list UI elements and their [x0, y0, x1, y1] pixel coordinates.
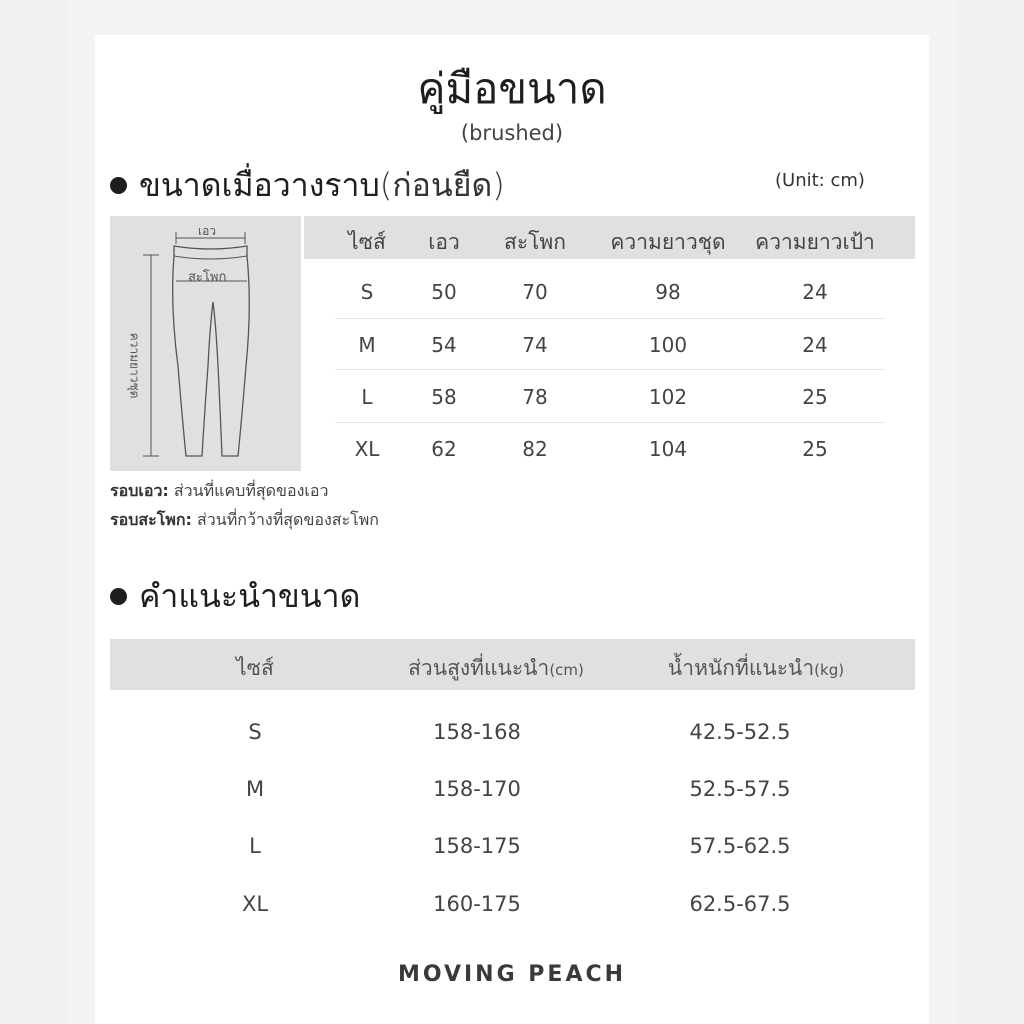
cell-size: XL [354, 437, 380, 461]
cell-waist: 50 [431, 280, 457, 304]
row-divider [335, 318, 885, 319]
brand-logo: MOVING PEACH [397, 962, 627, 987]
cell-length: 98 [655, 280, 681, 304]
unit-note: (Unit: cm) [775, 170, 865, 191]
col-label: ไซส์ [236, 656, 274, 680]
col-size: ไซส์ [348, 230, 386, 254]
table-row [304, 333, 915, 385]
cell-length: 100 [648, 333, 688, 357]
cell-height: 158-168 [433, 720, 521, 744]
col-unit: (kg) [814, 661, 845, 679]
col-rise: ความยาวเป้า [755, 230, 875, 254]
cell-weight: 57.5-62.5 [689, 834, 791, 858]
note-text: ส่วนที่กว้างที่สุดของสะโพก [191, 510, 379, 529]
cell-length: 104 [648, 437, 688, 461]
cell-waist: 62 [431, 437, 457, 461]
page-title: คู่มือขนาด [417, 64, 607, 113]
col-height [408, 652, 584, 685]
col-label: น้ำหนักที่แนะนำ [667, 656, 815, 680]
col-waist: เอว [428, 230, 460, 254]
section-heading-suffix: (ก่อนยืด) [379, 166, 505, 204]
cell-size: M [358, 333, 376, 357]
cell-hip: 78 [522, 385, 548, 409]
col-label: ส่วนสูงที่แนะนำ [408, 656, 550, 680]
cell-size: S [248, 720, 262, 744]
page-subtitle: (brushed) [460, 121, 564, 145]
note-label: รอบสะโพก: [110, 510, 192, 529]
col-unit: (cm) [549, 661, 584, 679]
cell-rise: 24 [802, 333, 828, 357]
diagram-label-length: ความยาวชุด [127, 332, 142, 399]
cell-size: XL [241, 892, 269, 916]
table-row [304, 437, 915, 489]
cell-height: 160-175 [433, 892, 521, 916]
cell-hip: 70 [522, 280, 548, 304]
cell-hip: 82 [522, 437, 548, 461]
cell-rise: 24 [802, 280, 828, 304]
cell-waist: 54 [431, 333, 457, 357]
cell-size: S [360, 280, 374, 304]
diagram-label-waist: เอว [198, 224, 217, 238]
cell-length: 102 [648, 385, 688, 409]
table-row [110, 826, 915, 866]
leggings-diagram [110, 216, 301, 471]
cell-weight: 42.5-52.5 [689, 720, 791, 744]
note-hip [110, 508, 379, 533]
table-row [110, 769, 915, 809]
cell-height: 158-170 [433, 777, 521, 801]
section-heading-text: ขนาดเมื่อวางราบ [139, 166, 380, 204]
cell-rise: 25 [802, 437, 828, 461]
cell-weight: 62.5-67.5 [689, 892, 791, 916]
cell-size: M [245, 777, 265, 801]
table-row [304, 385, 915, 437]
row-divider [335, 422, 885, 423]
cell-size: L [249, 834, 261, 858]
section-heading-size-recommendation [110, 571, 360, 622]
diagram-label-hip: สะโพก [188, 270, 227, 285]
cell-size: L [361, 385, 373, 409]
table-row [110, 712, 915, 752]
cell-weight: 52.5-57.5 [689, 777, 791, 801]
note-text: ส่วนที่แคบที่สุดของเอว [168, 481, 329, 500]
bullet-icon [110, 588, 127, 605]
note-label: รอบเอว: [110, 481, 169, 500]
cell-hip: 74 [522, 333, 548, 357]
cell-height: 158-175 [433, 834, 521, 858]
row-divider [335, 369, 885, 370]
bullet-icon [110, 177, 127, 194]
table-row [304, 280, 915, 332]
table-row [110, 884, 915, 924]
note-waist [110, 479, 328, 504]
cell-rise: 25 [802, 385, 828, 409]
col-weight [668, 652, 844, 685]
col-length: ความยาวชุด [610, 230, 726, 254]
col-size [236, 652, 274, 685]
cell-waist: 58 [431, 385, 457, 409]
section-heading-flat-size [110, 160, 505, 211]
size-table-header [304, 216, 915, 259]
section-heading-text: คำแนะนำขนาด [139, 577, 361, 615]
col-hip: สะโพก [504, 230, 566, 254]
recommend-table-header [110, 639, 915, 690]
